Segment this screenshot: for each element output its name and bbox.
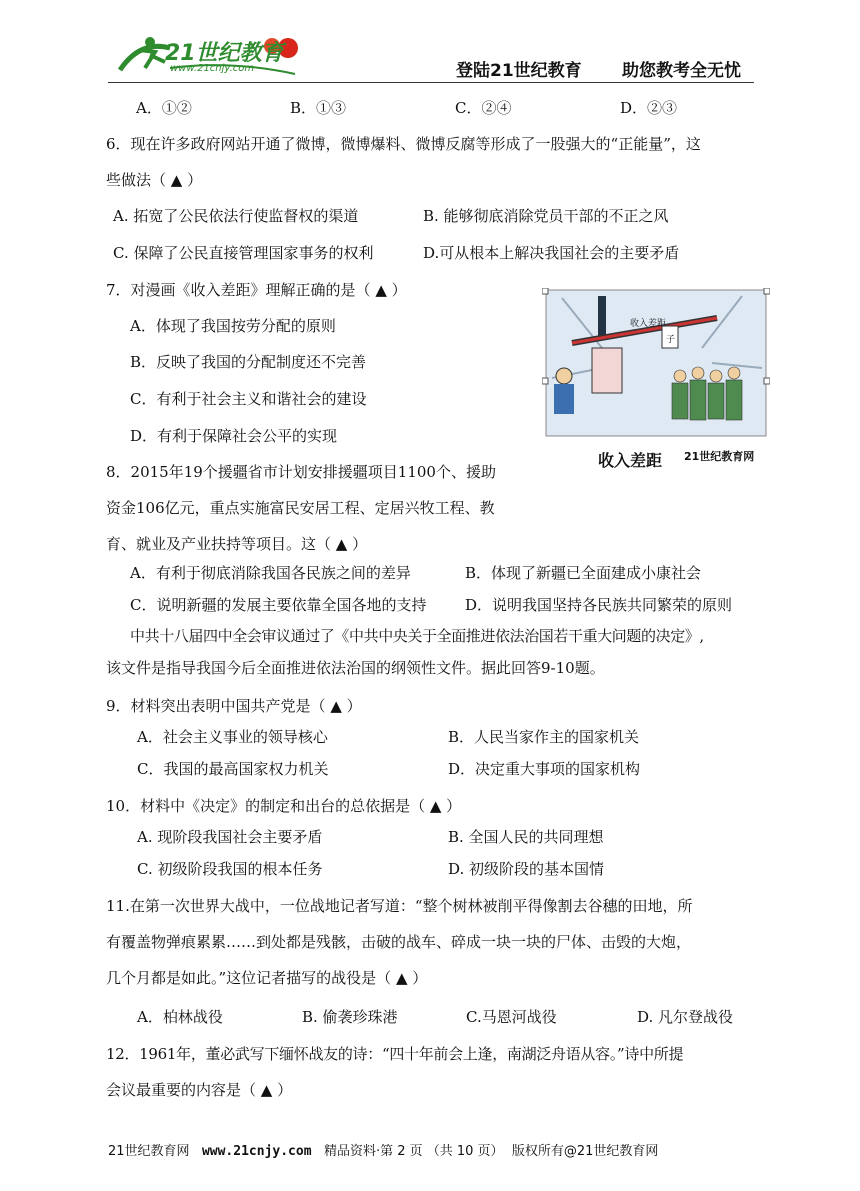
footer-url[interactable]: www.21cnjy.com xyxy=(201,1144,312,1159)
q10-stem: 10．材料中《决定》的制定和出台的总依据是（ ▲ ） xyxy=(106,797,462,815)
q6-option-c: C. 保障了公民直接管理国家事务的权利 xyxy=(113,244,374,262)
q10-option-d: D. 初级阶段的基本国情 xyxy=(448,860,605,878)
q11-stem-line3: 几个月都是如此。”这位记者描写的战役是（ ▲ ） xyxy=(106,969,428,987)
cartoon-income-gap xyxy=(542,288,770,468)
q12-stem-line2: 会议最重要的内容是（ ▲ ） xyxy=(106,1081,293,1099)
footer-site: 21世纪教育网 xyxy=(108,1144,190,1159)
q9-option-c: C．我国的最高国家权力机关 xyxy=(137,760,329,778)
q11-option-b: B. 偷袭珍珠港 xyxy=(302,1008,398,1026)
q11-option-d: D. 凡尔登战役 xyxy=(637,1008,734,1026)
q6-stem-line2: 些做法（ ▲ ） xyxy=(106,171,203,189)
site-logo[interactable] xyxy=(110,30,310,80)
footer-page-number: 精品资料·第 2 页 （共 10 页） xyxy=(323,1144,504,1159)
q9-option-b: B．人民当家作主的国家机关 xyxy=(448,728,640,746)
page-footer xyxy=(108,1140,658,1159)
q7-option-b: B．反映了我国的分配制度还不完善 xyxy=(130,353,367,371)
q8-stem-line3: 育、就业及产业扶持等项目。这（ ▲ ） xyxy=(106,535,368,553)
logo-text: 21世纪教育 xyxy=(165,41,284,66)
q10-option-c: C. 初级阶段我国的根本任务 xyxy=(137,860,323,878)
q7-stem: 7．对漫画《收入差距》理解正确的是（ ▲ ） xyxy=(106,281,407,299)
cartoon-title: 收入差距 xyxy=(598,451,663,470)
q7-option-c: C．有利于社会主义和谐社会的建设 xyxy=(130,390,367,408)
q9-option-d: D．决定重大事项的国家机构 xyxy=(448,760,641,778)
q8-option-c: C．说明新疆的发展主要依靠全国各地的支持 xyxy=(130,596,427,614)
q11-option-a: A．柏林战役 xyxy=(137,1008,223,1026)
q8-option-b: B．体现了新疆已全面建成小康社会 xyxy=(465,564,702,582)
q11-option-c: C.马恩河战役 xyxy=(466,1008,557,1026)
material-line1: 中共十八届四中全会审议通过了《中共中央关于全面推进依法治国若干重大问题的决定》, xyxy=(130,627,704,645)
q5-option-a: A．①② xyxy=(136,99,192,117)
q5-option-d: D．②③ xyxy=(620,99,678,117)
q8-stem-line1: 8．2015年19个援疆省市计划安排援疆项目1100个、援助 xyxy=(106,463,496,481)
cartoon-bar-label: 收入差距 xyxy=(630,319,667,329)
header-slogan-left: 登陆21世纪教育 xyxy=(456,61,582,81)
header-slogan-right: 助您教考全无忧 xyxy=(622,61,741,81)
q12-stem-line1: 12．1961年，董必武写下缅怀战友的诗：“四十年前会上逢，南湖泛舟语从容。”诗中所提 xyxy=(106,1045,684,1063)
q8-option-d: D．说明我国坚持各民族共同繁荣的原则 xyxy=(465,596,733,614)
q6-option-a: A. 拓宽了公民依法行使监督权的渠道 xyxy=(113,207,359,225)
q11-stem-line2: 有覆盖物弹痕累累……到处都是残骸，击破的战车、碎成一块一块的尸体、击毁的大炮， xyxy=(106,933,692,951)
q9-option-a: A．社会主义事业的领导核心 xyxy=(137,728,328,746)
material-line2: 该文件是指导我国今后全面推进依法治国的纲领性文件。据此回答9-10题。 xyxy=(106,659,605,677)
q9-stem: 9．材料突出表明中国共产党是（ ▲ ） xyxy=(106,697,362,715)
q10-option-b: B. 全国人民的共同理想 xyxy=(448,828,604,846)
q7-option-a: A．体现了我国按劳分配的原则 xyxy=(130,317,336,335)
q11-stem-line1: 11.在第一次世界大战中，一位战地记者写道：“整个树林被削平得像割去谷穗的田地，所 xyxy=(106,897,693,915)
footer-copyright: 版权所有@21世纪教育网 xyxy=(511,1144,659,1159)
header-divider xyxy=(108,82,754,83)
cartoon-watermark: 21世纪教育网 xyxy=(684,450,755,463)
q6-option-b: B. 能够彻底消除党员干部的不正之风 xyxy=(423,207,669,225)
q5-option-b: B．①③ xyxy=(290,99,347,117)
cartoon-sign-label: 子 xyxy=(666,335,676,345)
q5-option-c: C．②④ xyxy=(455,99,512,117)
q8-stem-line2: 资金106亿元，重点实施富民安居工程、定居兴牧工程、教 xyxy=(106,499,495,517)
q7-option-d: D．有利于保障社会公平的实现 xyxy=(130,427,338,445)
q10-option-a: A. 现阶段我国社会主要矛盾 xyxy=(137,828,323,846)
q6-option-d: D.可从根本上解决我国社会的主要矛盾 xyxy=(423,244,680,262)
q6-stem-line1: 6．现在许多政府网站开通了微博，微博爆料、微博反腐等形成了一股强大的“正能量”，这 xyxy=(106,135,701,153)
logo-url: www.21cnjy.com xyxy=(170,63,255,74)
q8-option-a: A．有利于彻底消除我国各民族之间的差异 xyxy=(130,564,411,582)
